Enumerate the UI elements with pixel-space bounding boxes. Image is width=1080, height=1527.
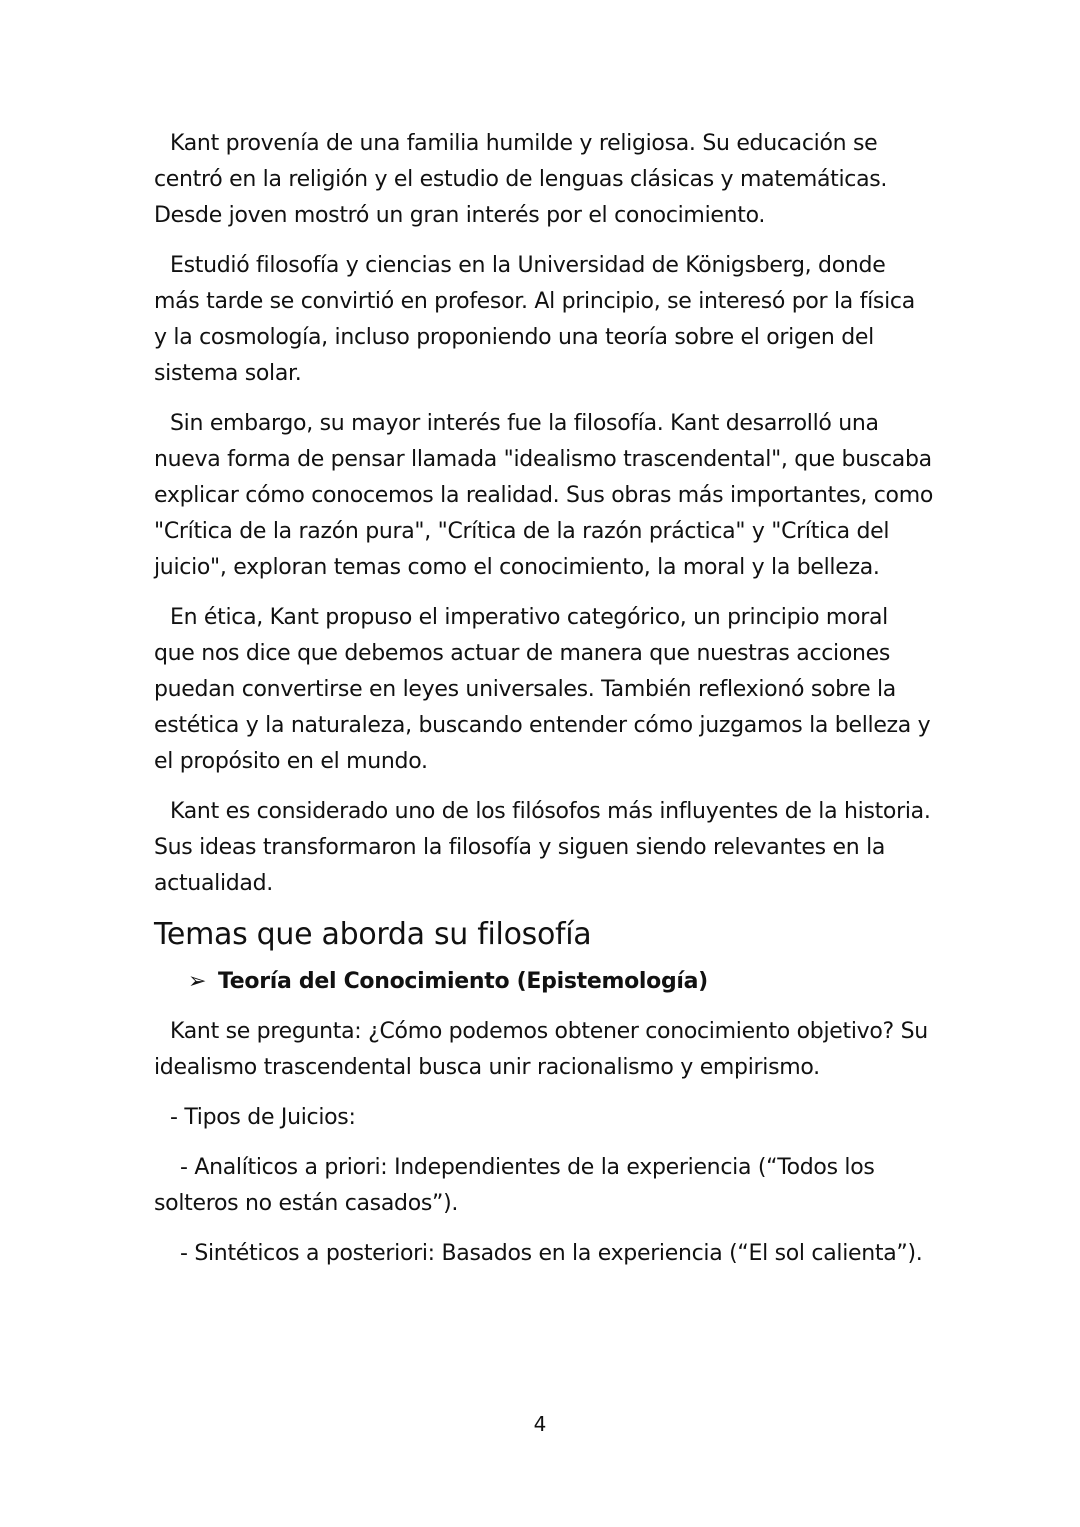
judgment-types-label: - Tipos de Juicios:: [170, 1105, 356, 1130]
section-heading: Temas que aborda su filosofía: [154, 917, 592, 952]
paragraph-university: Estudió filosofía y ciencias en la Universidad de Königsberg, donde más tarde se convirtió en profesor. Al principio, se interesó por la física y la cosmología, incluso proponiendo una teoría sobre el origen del sistema solar.: [154, 253, 915, 386]
bullet-title: Teoría del Conocimiento (Epistemología): [218, 969, 708, 994]
bullet-item-epistemology: [188, 964, 934, 1000]
paragraph-philosophy: Sin embargo, su mayor interés fue la filosofía. Kant desarrolló una nueva forma de pensar llamada "idealismo trascendental", que buscaba explicar cómo conocemos la realidad. Sus obras más importantes, como "Crítica de la razón pura", "Crítica de la razón práctica" y "Crítica del juicio", exploran temas como el conocimiento, la moral y la belleza.: [154, 411, 933, 580]
judgment-type-analytic: - Analíticos a priori: Independientes de la experiencia (“Todos los solteros no están casados”).: [154, 1155, 875, 1216]
paragraph-ethics: En ética, Kant propuso el imperativo categórico, un principio moral que nos dice que debemos actuar de manera que nuestras acciones puedan convertirse en leyes universales. También reflexionó sobre la estética y la naturaleza, buscando entender cómo juzgamos la belleza y el propósito en el mundo.: [154, 605, 931, 774]
document-page: [154, 126, 934, 1286]
paragraph-legacy: Kant es considerado uno de los filósofos más influyentes de la historia. Sus ideas transformaron la filosofía y siguen siendo relevantes en la actualidad.: [154, 799, 931, 896]
arrow-bullet-icon: ➢: [188, 969, 207, 994]
page-number: 4: [533, 1412, 547, 1436]
judgment-type-synthetic: - Sintéticos a posteriori: Basados en la experiencia (“El sol calienta”).: [180, 1241, 923, 1266]
epistemology-intro: Kant se pregunta: ¿Cómo podemos obtener conocimiento objetivo? Su idealismo trascendental busca unir racionalismo y empirismo.: [154, 1019, 928, 1080]
paragraph-origins: Kant provenía de una familia humilde y religiosa. Su educación se centró en la religión y el estudio de lenguas clásicas y matemáticas. Desde joven mostró un gran interés por el conocimiento.: [154, 131, 888, 228]
